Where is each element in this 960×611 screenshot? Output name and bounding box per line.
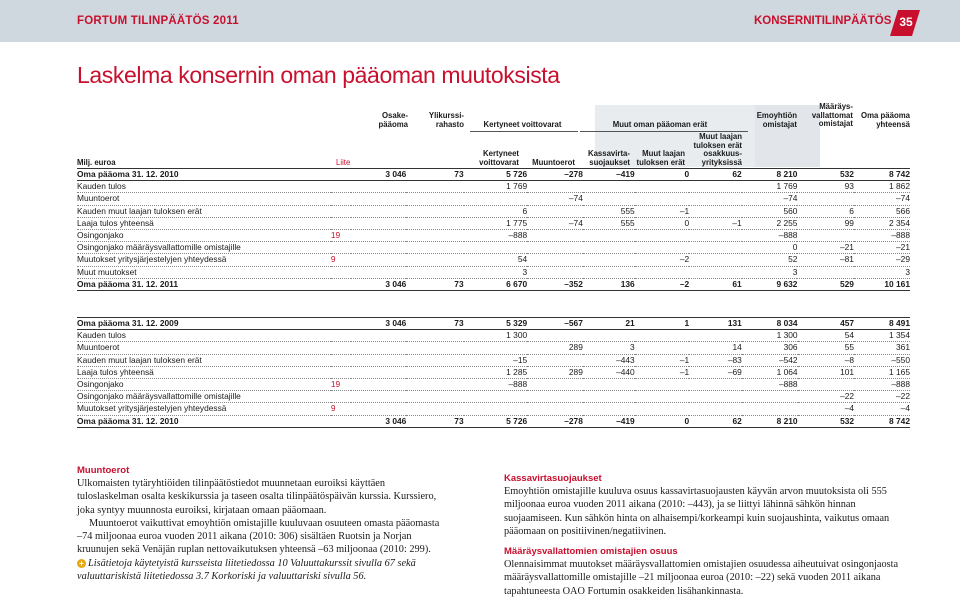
- cell-value: 54: [798, 330, 855, 342]
- cell-value: 3: [854, 266, 910, 278]
- cell-value: 52: [742, 254, 798, 266]
- table-row: [77, 378, 910, 390]
- cell-value: [689, 378, 742, 390]
- muuntoerot-reference: [77, 557, 447, 584]
- cell-value: 131: [689, 318, 742, 330]
- cell-value: 5 726: [464, 169, 528, 181]
- page-header-band: [0, 0, 960, 42]
- cell-value: [583, 181, 635, 193]
- col-header-share-premium: Ylikurssi- rahasto: [428, 111, 464, 129]
- cell-value: –1: [635, 366, 689, 378]
- row-label: Muut muutokset: [77, 266, 331, 278]
- row-note: [331, 181, 351, 193]
- cell-value: 1 769: [464, 181, 528, 193]
- cell-value: [351, 193, 407, 205]
- cell-value: [527, 266, 583, 278]
- cell-value: [406, 254, 463, 266]
- cell-value: [464, 242, 528, 254]
- col-header-total-equity: Oma pääoma yhteensä: [861, 111, 910, 129]
- cell-value: [742, 403, 798, 415]
- table-row: [77, 354, 910, 366]
- cell-value: [635, 193, 689, 205]
- cell-value: 8 210: [742, 415, 798, 427]
- cell-value: [527, 391, 583, 403]
- cell-value: 21: [583, 318, 635, 330]
- cell-value: –888: [854, 378, 910, 390]
- cell-value: [351, 354, 407, 366]
- row-label: Oma pääoma 31. 12. 2011: [77, 278, 331, 290]
- cell-value: [689, 181, 742, 193]
- cell-value: [527, 403, 583, 415]
- cell-value: [527, 229, 583, 241]
- row-label: Oma pääoma 31. 12. 2009: [77, 318, 331, 330]
- row-label: Kauden muut laajan tuloksen erät: [77, 354, 331, 366]
- cell-value: –278: [527, 415, 583, 427]
- cell-value: 289: [527, 342, 583, 354]
- cell-value: –443: [583, 354, 635, 366]
- cell-value: [351, 217, 407, 229]
- equity-table-2010: [77, 317, 910, 428]
- cell-value: [689, 330, 742, 342]
- cell-value: –888: [742, 378, 798, 390]
- cell-value: 3: [583, 342, 635, 354]
- row-note: [331, 354, 351, 366]
- cell-value: [406, 266, 463, 278]
- cell-value: [406, 391, 463, 403]
- table-row: [77, 415, 910, 427]
- cell-value: –1: [635, 205, 689, 217]
- cell-value: [464, 403, 528, 415]
- cell-value: 8 742: [854, 415, 910, 427]
- cell-value: 1 165: [854, 366, 910, 378]
- cell-value: –419: [583, 415, 635, 427]
- row-label: Osingonjako määräysvallattomille omistajille: [77, 391, 331, 403]
- cell-value: –542: [742, 354, 798, 366]
- row-label: Kauden tulos: [77, 330, 331, 342]
- cell-value: [689, 205, 742, 217]
- table-row: [77, 205, 910, 217]
- cell-value: 61: [689, 278, 742, 290]
- row-note: [331, 318, 351, 330]
- cell-value: [406, 193, 463, 205]
- cell-value: 1 769: [742, 181, 798, 193]
- page-title: Laskelma konsernin oman pääoman muutoksista: [77, 62, 560, 88]
- cell-value: [635, 391, 689, 403]
- cell-value: 560: [742, 205, 798, 217]
- cell-value: 0: [635, 169, 689, 181]
- table-row: [77, 229, 910, 241]
- cell-value: [635, 229, 689, 241]
- cell-value: [406, 342, 463, 354]
- cell-value: 289: [527, 366, 583, 378]
- cell-value: [527, 181, 583, 193]
- cell-value: [351, 181, 407, 193]
- cell-value: –888: [464, 378, 528, 390]
- row-label: Muuntoerot: [77, 193, 331, 205]
- row-label: Osingonjako määräysvallattomille omistajille: [77, 242, 331, 254]
- row-label: Kauden muut laajan tuloksen erät: [77, 205, 331, 217]
- row-note: [331, 391, 351, 403]
- cell-value: 1 775: [464, 217, 528, 229]
- group-header-retained: Kertyneet voittovarat: [483, 120, 562, 129]
- cell-value: [689, 403, 742, 415]
- cell-value: 6 670: [464, 278, 528, 290]
- row-note: [331, 169, 351, 181]
- col-header-cash-flow-hedges: Kassavirta- suojaukset: [587, 149, 630, 167]
- row-label: Muuntoerot: [77, 342, 331, 354]
- cell-value: [406, 217, 463, 229]
- cell-value: –69: [689, 366, 742, 378]
- table-row: [77, 266, 910, 278]
- cell-value: –21: [797, 242, 854, 254]
- cell-value: 361: [854, 342, 910, 354]
- cell-value: 93: [797, 181, 854, 193]
- row-note: [331, 366, 351, 378]
- cell-value: 6: [797, 205, 854, 217]
- cell-value: [406, 205, 463, 217]
- cell-value: 62: [689, 415, 742, 427]
- cell-value: 529: [797, 278, 854, 290]
- unit-label: Milj. euroa: [77, 158, 116, 167]
- note-label: Liite: [336, 158, 351, 167]
- cell-value: [406, 378, 463, 390]
- col-header-translation: Muuntoerot: [532, 158, 575, 167]
- cell-value: [797, 266, 854, 278]
- cell-value: –2: [635, 278, 689, 290]
- cell-value: [635, 342, 689, 354]
- table-row: [77, 254, 910, 266]
- cell-value: 73: [406, 415, 463, 427]
- cell-value: –419: [583, 169, 635, 181]
- cell-value: [635, 266, 689, 278]
- table-row: [77, 391, 910, 403]
- cell-value: –83: [689, 354, 742, 366]
- cell-value: 73: [406, 278, 463, 290]
- cell-value: [689, 266, 742, 278]
- cell-value: [406, 229, 463, 241]
- cell-value: [583, 229, 635, 241]
- notes-left: [77, 464, 447, 583]
- cell-value: 136: [583, 278, 635, 290]
- cell-value: [798, 378, 855, 390]
- cell-value: –22: [854, 391, 910, 403]
- row-label: Oma pääoma 31. 12. 2010: [77, 415, 331, 427]
- maarays-heading: Määräysvallattomien omistajien osuus: [504, 546, 678, 558]
- cell-value: 3 046: [351, 278, 407, 290]
- row-note: [331, 193, 351, 205]
- cell-value: –8: [798, 354, 855, 366]
- muuntoerot-reference-text[interactable]: Lisätietoja käytetyistä kursseista liitetiedossa 10 Valuuttakurssit sivulla 67 sekä valuuttariskistä liitetiedossa 3.7 Korkoriski ja valuuttariski sivulla 56.: [77, 557, 416, 583]
- table-row: [77, 169, 910, 181]
- cell-value: 0: [635, 415, 689, 427]
- cell-value: [689, 391, 742, 403]
- cell-value: [583, 193, 635, 205]
- cell-value: 2 354: [854, 217, 910, 229]
- cell-value: 532: [798, 415, 855, 427]
- cell-value: –21: [854, 242, 910, 254]
- cell-value: 3 046: [351, 318, 407, 330]
- row-label: Muutokset yritysjärjestelyjen yhteydessä: [77, 403, 331, 415]
- cell-value: [351, 266, 407, 278]
- table-row: [77, 217, 910, 229]
- cell-value: [351, 366, 407, 378]
- cell-value: 3 046: [351, 169, 407, 181]
- table-row: [77, 342, 910, 354]
- kassavirta-text: Emoyhtiön omistajille kuuluva osuus kassavirtasuojausten käyvän arvon muutoksista oli 555 miljoonaa euroa vuoden 2011 aikana (2010: –443), ja se liittyi lähinnä sähkön hinnan suojaamiseen. Kun sähkön hinta on alhaisempi/korkeampi kuin suojaushinta, vaikutus omaan pääomaan on positiivinen/negatiivinen.: [504, 486, 890, 537]
- cell-value: [527, 354, 583, 366]
- cell-value: [351, 391, 407, 403]
- muuntoerot-heading: Muuntoerot: [77, 465, 130, 476]
- row-note: [331, 342, 351, 354]
- cell-value: 1 862: [854, 181, 910, 193]
- cell-value: [583, 254, 635, 266]
- cell-value: [464, 391, 528, 403]
- muuntoerot-text-1: Ulkomaisten tytäryhtiöiden tilinpäätöstiedot muunnetaan euroiksi käyttäen tuloslaskelman osalta keskikurssia ja taseen osalta tilinpäätöspäivän kurssia. Kurssiero, joka syntyy muunnosta euroiksi, kirjataan omaan pääomaan.: [77, 478, 437, 516]
- cell-value: [635, 181, 689, 193]
- cell-value: [689, 229, 742, 241]
- cell-value: 2 255: [742, 217, 798, 229]
- cell-value: [406, 403, 463, 415]
- cell-value: [742, 391, 798, 403]
- cell-value: [351, 254, 407, 266]
- cell-value: 555: [583, 205, 635, 217]
- cell-value: 457: [798, 318, 855, 330]
- cell-value: –15: [464, 354, 528, 366]
- cell-value: [635, 403, 689, 415]
- cell-value: [406, 242, 463, 254]
- col-header-retained-earnings: Kertyneet voittovarat: [479, 149, 519, 167]
- cell-value: 1 300: [464, 330, 528, 342]
- cell-value: –74: [742, 193, 798, 205]
- col-header-other-oci: Muut laajan tuloksen erät: [636, 149, 685, 167]
- cell-value: [635, 242, 689, 254]
- maarays-text: Olennaisimmat muutokset määräysvallattomien omistajien osuudessa aiheutuivat osingonjaosta määräysvallattomille omistajille –21 miljoonaa euroa (2010: –22) sekä vuoden 2011 aikana tapahtuneesta OAO Fortumin osakkeiden lisähankinnasta.: [504, 559, 899, 597]
- cell-value: 73: [406, 169, 463, 181]
- cell-value: –1: [635, 354, 689, 366]
- table-row: [77, 242, 910, 254]
- notes-right: [504, 472, 910, 598]
- col-header-nci: Määräys- vallattomat omistajat: [811, 102, 853, 129]
- cell-value: 14: [689, 342, 742, 354]
- cell-value: –888: [854, 229, 910, 241]
- cell-value: 8 034: [742, 318, 798, 330]
- cell-value: 10 161: [854, 278, 910, 290]
- cell-value: [527, 378, 583, 390]
- cell-value: 306: [742, 342, 798, 354]
- table-row: [77, 330, 910, 342]
- report-title: FORTUM TILINPÄÄTÖS 2011: [77, 15, 239, 27]
- cell-value: 6: [464, 205, 528, 217]
- table-row: [77, 403, 910, 415]
- kassavirta-heading: Kassavirtasuojaukset: [504, 473, 602, 484]
- col-header-owners: Emoyhtiön omistajat: [756, 111, 797, 129]
- cell-value: –1: [689, 217, 742, 229]
- page-number: 35: [899, 15, 913, 29]
- row-note: [331, 242, 351, 254]
- cell-value: [689, 193, 742, 205]
- cell-value: [464, 342, 528, 354]
- cell-value: 3: [464, 266, 528, 278]
- cell-value: [351, 229, 407, 241]
- cell-value: [583, 266, 635, 278]
- cell-value: 555: [583, 217, 635, 229]
- cell-value: 9 632: [742, 278, 798, 290]
- cell-value: [406, 366, 463, 378]
- cell-value: 99: [797, 217, 854, 229]
- cell-value: 101: [798, 366, 855, 378]
- cell-value: –4: [854, 403, 910, 415]
- cell-value: –81: [797, 254, 854, 266]
- row-label: Laaja tulos yhteensä: [77, 217, 331, 229]
- cell-value: –22: [798, 391, 855, 403]
- cell-value: 0: [742, 242, 798, 254]
- row-label: Osingonjako: [77, 229, 331, 241]
- cell-value: 55: [798, 342, 855, 354]
- cell-value: [583, 403, 635, 415]
- cell-value: –29: [854, 254, 910, 266]
- cell-value: [797, 193, 854, 205]
- cell-value: –352: [527, 278, 583, 290]
- row-label: Osingonjako: [77, 378, 331, 390]
- row-label: Laaja tulos yhteensä: [77, 366, 331, 378]
- cell-value: [351, 403, 407, 415]
- cell-value: [689, 242, 742, 254]
- cell-value: 5 329: [464, 318, 528, 330]
- table-row: [77, 193, 910, 205]
- row-label: Oma pääoma 31. 12. 2010: [77, 169, 331, 181]
- cell-value: 73: [406, 318, 463, 330]
- cell-value: [351, 330, 407, 342]
- cell-value: 3 046: [351, 415, 407, 427]
- col-header-share-capital: Osake- pääoma: [378, 111, 408, 129]
- cell-value: [583, 378, 635, 390]
- row-note: [331, 205, 351, 217]
- cell-value: 532: [797, 169, 854, 181]
- row-note: [331, 278, 351, 290]
- cell-value: [635, 378, 689, 390]
- cell-value: 8 491: [854, 318, 910, 330]
- row-label: Muutokset yritysjärjestelyjen yhteydessä: [77, 254, 331, 266]
- cell-value: [351, 205, 407, 217]
- cell-value: –74: [854, 193, 910, 205]
- row-note: [331, 415, 351, 427]
- row-label: Kauden tulos: [77, 181, 331, 193]
- cell-value: 8 210: [742, 169, 798, 181]
- group-underline-retained: [470, 131, 578, 132]
- cell-value: 8 742: [854, 169, 910, 181]
- cell-value: 3: [742, 266, 798, 278]
- cell-value: –440: [583, 366, 635, 378]
- cell-value: [797, 229, 854, 241]
- cell-value: 0: [635, 217, 689, 229]
- group-header-other-equity: Muut oman pääoman erät: [612, 120, 708, 129]
- cell-value: –74: [527, 193, 583, 205]
- cell-value: [351, 378, 407, 390]
- cell-value: –888: [742, 229, 798, 241]
- row-note: 19: [331, 378, 351, 390]
- row-note: 19: [331, 229, 351, 241]
- cell-value: [527, 242, 583, 254]
- cell-value: [406, 330, 463, 342]
- table-row: [77, 318, 910, 330]
- cell-value: 566: [854, 205, 910, 217]
- cell-value: [406, 354, 463, 366]
- cell-value: [583, 330, 635, 342]
- row-note: 9: [331, 403, 351, 415]
- cell-value: –567: [527, 318, 583, 330]
- cell-value: 1: [635, 318, 689, 330]
- cell-value: 1 300: [742, 330, 798, 342]
- table-row: [77, 278, 910, 290]
- cell-value: [527, 205, 583, 217]
- cell-value: 1 285: [464, 366, 528, 378]
- equity-table-2011: [77, 168, 910, 291]
- info-plus-icon: +: [77, 559, 86, 568]
- cell-value: [527, 330, 583, 342]
- row-note: [331, 266, 351, 278]
- cell-value: 54: [464, 254, 528, 266]
- cell-value: –888: [464, 229, 528, 241]
- row-note: 9: [331, 254, 351, 266]
- cell-value: [351, 342, 407, 354]
- cell-value: –550: [854, 354, 910, 366]
- cell-value: 1 354: [854, 330, 910, 342]
- cell-value: [464, 193, 528, 205]
- cell-value: [406, 181, 463, 193]
- table-row: [77, 366, 910, 378]
- cell-value: –2: [635, 254, 689, 266]
- muuntoerot-text-2: Muuntoerot vaikuttivat emoyhtiön omistajille kuuluvaan osuuteen omasta pääomasta –74 miljoonaa euroa vuoden 2011 aikana (2010: 306) sisältäen Ruotsin ja Norjan kruunujen sekä Venäjän ruplan nettovaikutuksen yhteensä –63 miljoonaa (2010: 299).: [77, 517, 440, 556]
- row-note: [331, 330, 351, 342]
- cell-value: [351, 242, 407, 254]
- cell-value: [583, 242, 635, 254]
- section-title: KONSERNITILINPÄÄTÖS: [754, 15, 892, 27]
- cell-value: 5 726: [464, 415, 528, 427]
- row-note: [331, 217, 351, 229]
- cell-value: –4: [798, 403, 855, 415]
- table-row: [77, 181, 910, 193]
- cell-value: 62: [689, 169, 742, 181]
- cell-value: –74: [527, 217, 583, 229]
- cell-value: 1 064: [742, 366, 798, 378]
- cell-value: [635, 330, 689, 342]
- cell-value: [527, 254, 583, 266]
- cell-value: –278: [527, 169, 583, 181]
- col-header-other-oci-associates: Muut laajan tuloksen erät osakkuus- yrityksissä: [693, 132, 742, 167]
- cell-value: [689, 254, 742, 266]
- cell-value: [583, 391, 635, 403]
